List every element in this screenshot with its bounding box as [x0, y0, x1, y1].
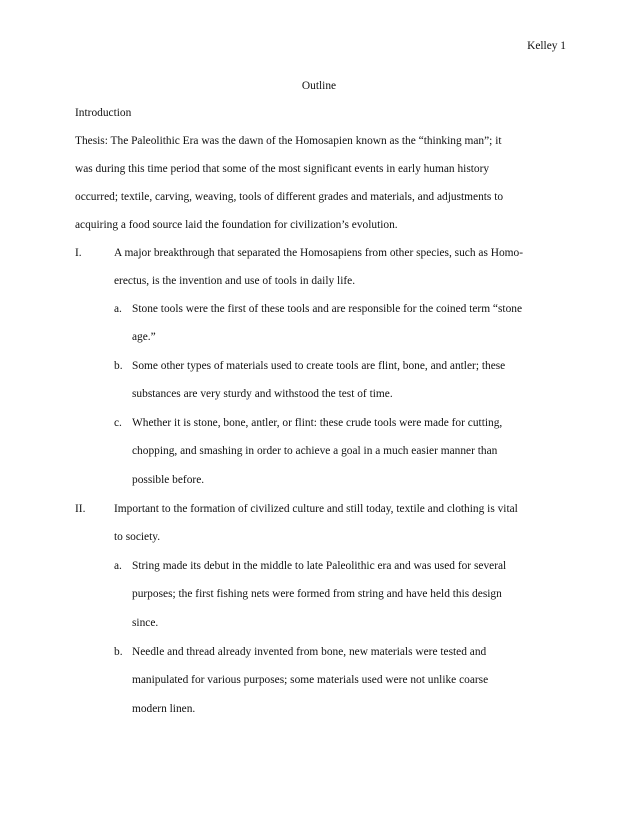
point-line: String made its debut in the middle to late Paleolithic era and was used for several: [132, 560, 507, 572]
point-letter: a.: [114, 560, 122, 572]
section-numeral: II.: [75, 503, 86, 515]
point-line: since.: [132, 617, 159, 629]
point-line: possible before.: [132, 474, 205, 486]
thesis-line: acquiring a food source laid the foundation for civilization’s evolution.: [75, 219, 398, 231]
point-line: purposes; the first fishing nets were formed from string and have held this design: [132, 588, 502, 600]
section-numeral: I.: [75, 247, 82, 259]
section-line: A major breakthrough that separated the Homosapiens from other species, such as Homo-: [114, 247, 523, 259]
point-line: Needle and thread already invented from bone, new materials were tested and: [132, 646, 487, 658]
point-letter: b.: [114, 646, 123, 658]
running-head: Kelley 1: [527, 40, 566, 52]
section-line: to society.: [114, 531, 161, 543]
point-line: modern linen.: [132, 703, 196, 715]
thesis-line: occurred; textile, carving, weaving, tools of different grades and materials, and adjustments to: [75, 191, 504, 203]
point-letter: a.: [114, 303, 122, 315]
thesis-line: was during this time period that some of the most significant events in early human history: [75, 163, 490, 175]
page-title: Outline: [301, 80, 337, 92]
section-line: erectus, is the invention and use of tools in daily life.: [114, 275, 356, 287]
point-line: chopping, and smashing in order to achieve a goal in a much easier manner than: [132, 445, 498, 457]
thesis-line: Thesis: The Paleolithic Era was the dawn of the Homosapien known as the “thinking man”; it: [75, 135, 502, 147]
point-letter: c.: [114, 417, 122, 429]
point-line: manipulated for various purposes; some materials used were not unlike coarse: [132, 674, 489, 686]
introduction-label: Introduction: [75, 107, 132, 119]
point-line: age.”: [132, 331, 156, 343]
point-line: Some other types of materials used to create tools are flint, bone, and antler; these: [132, 360, 506, 372]
point-line: Whether it is stone, bone, antler, or flint: these crude tools were made for cutting,: [132, 417, 503, 429]
point-line: Stone tools were the first of these tools and are responsible for the coined term “stone: [132, 303, 523, 315]
point-line: substances are very sturdy and withstood the test of time.: [132, 388, 393, 400]
section-line: Important to the formation of civilized culture and still today, textile and clothing is vital: [114, 503, 518, 515]
point-letter: b.: [114, 360, 123, 372]
